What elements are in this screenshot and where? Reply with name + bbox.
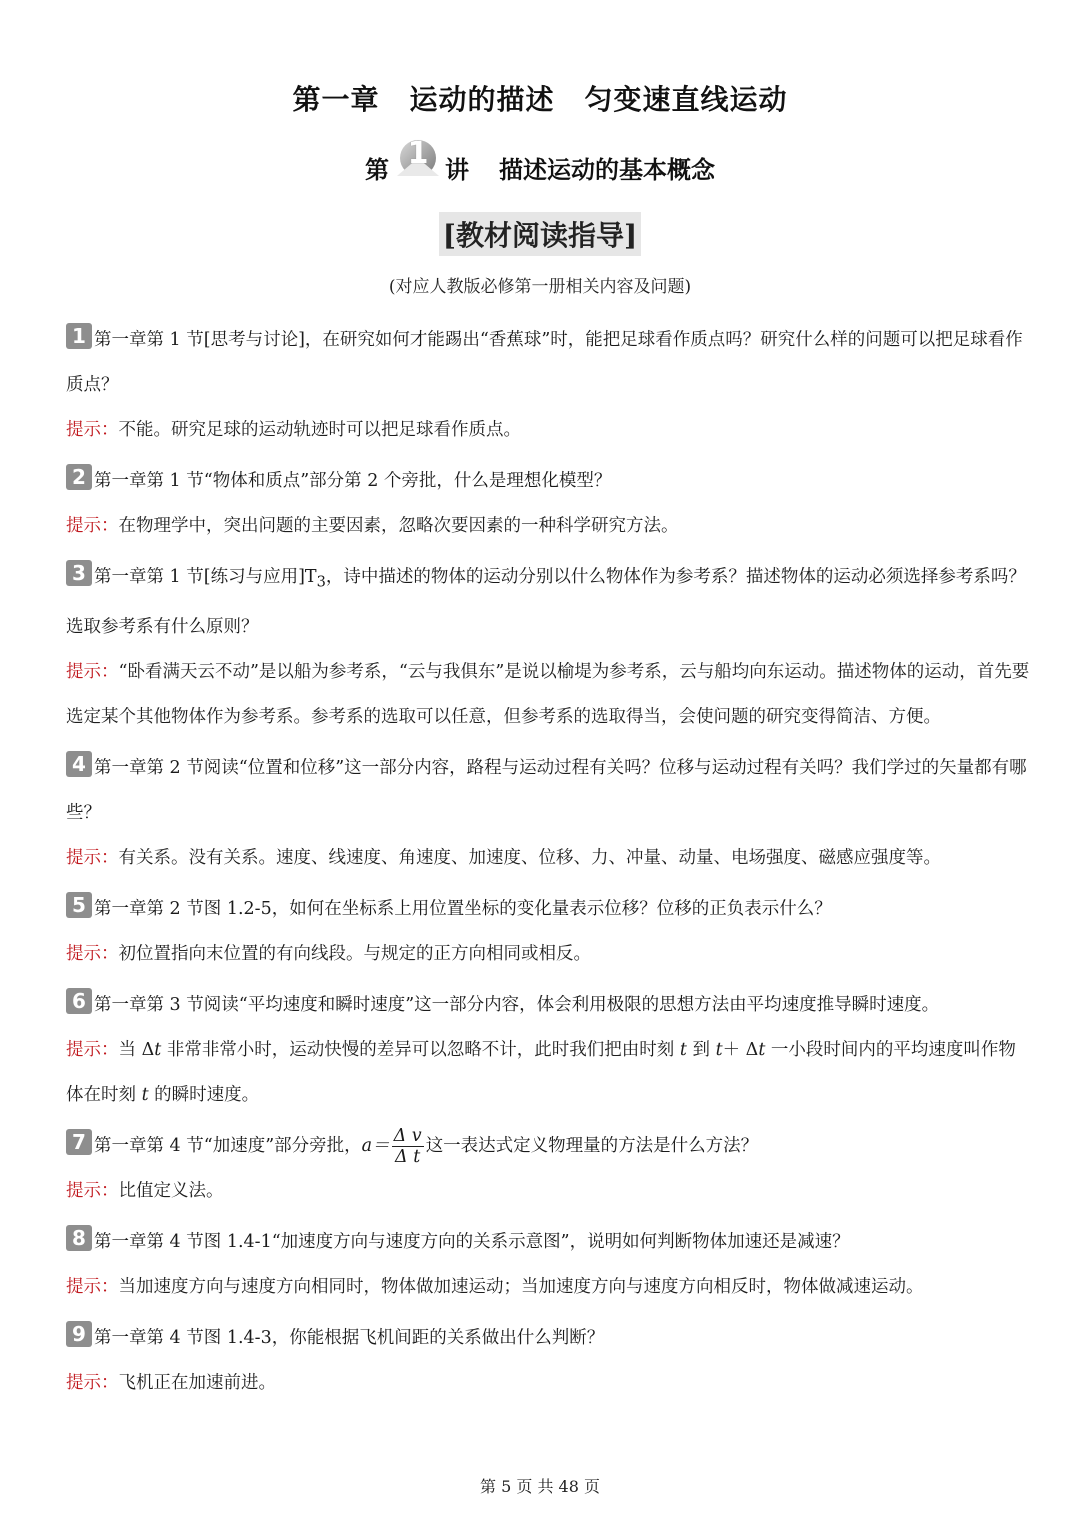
question-text-cont: ，诗中描述的物体的运动分别以什么物体作为参考系？描述物体的运动必须选择参考系吗？选取参考系有什么原则？ [66, 567, 1026, 637]
hint-label: 提示： [66, 943, 119, 964]
hint-text: 飞机正在加速前进。 [118, 1372, 276, 1393]
chapter-number: 第一章 [292, 83, 380, 116]
hint-segment: 非常非常小时，运动快慢的差异可以忽略不计，此时我们把由时刻 [161, 1039, 680, 1060]
hint-segment: ＋ Δ [722, 1039, 759, 1060]
question-item-1 [66, 318, 1030, 453]
hint-text: 不能。研究足球的运动轨迹时可以把足球看作质点。 [118, 420, 521, 440]
hint-label: 提示： [66, 420, 119, 440]
hint-text [66, 1040, 1016, 1105]
formula-numerator: Δ v [393, 1125, 422, 1146]
section-title-text: [教材阅读指导] [439, 212, 642, 256]
question-list [66, 318, 1030, 1412]
chapter-subname: 匀变速直线运动 [584, 83, 788, 116]
chapter-name: 运动的描述 [409, 83, 555, 116]
hint-text: “卧看满天云不动”是以船为参考系，“云与我俱东”是说以榆堤为参考系，云与船均向东运动。描述物体的运动，首先要选定某个其他物体作为参考系。参考系的选取可以任意，但参考系的选取得当，会使问题的研究变得简洁、方便。 [66, 661, 1030, 727]
question-text: 第一章第 4 节图 1.4-3，你能根据飞机间距的关系做出什么判断？ [94, 1327, 605, 1348]
var-t: t [758, 1039, 766, 1060]
question-number: 9 [66, 1321, 92, 1347]
hint-text: 有关系。没有关系。速度、线速度、角速度、加速度、位移、力、冲量、动量、电场强度、磁感应强度等。 [118, 847, 941, 868]
question-number: 5 [66, 892, 92, 918]
question-text: 第一章第 1 节[思考与讨论]，在研究如何才能踢出“香蕉球”时，能把足球看作质点吗？研究什么样的问题可以把足球看作质点？ [66, 330, 1023, 395]
formula-fraction [392, 1126, 424, 1167]
hint-label: 提示： [66, 1039, 119, 1060]
question-number: 2 [66, 464, 92, 490]
question-text: 第一章第 4 节图 1.4-1“加速度方向与速度方向的关系示意图”，说明如何判断物体加速还是减速？ [94, 1231, 850, 1252]
hint-label: 提示： [66, 516, 119, 536]
lecture-name: 描述运动的基本概念 [499, 155, 715, 184]
hint-label: 提示： [66, 661, 119, 682]
question-item-5 [66, 887, 1030, 977]
lecture-number: 1 [407, 136, 429, 171]
lecture-title [0, 136, 1080, 188]
question-text: 第一章第 3 节阅读“平均速度和瞬时速度”这一部分内容，体会利用极限的思想方法由平均速度推导瞬时速度。 [94, 994, 940, 1015]
hint-text: 当加速度方向与速度方向相同时，物体做加速运动；当加速度方向与速度方向相反时，物体做减速运动。 [118, 1276, 924, 1297]
question-item-2 [66, 459, 1030, 549]
question-text: 第一章第 2 节阅读“位置和位移”这一部分内容，路程与运动过程有关吗？位移与运动过程有关吗？我们学过的矢量都有哪些？ [66, 757, 1027, 823]
hint-label: 提示： [66, 1372, 119, 1393]
hint-text: 初位置指向末位置的有向线段。与规定的正方向相同或相反。 [118, 943, 591, 964]
question-item-8 [66, 1220, 1030, 1310]
hint-text: 比值定义法。 [118, 1180, 224, 1201]
question-item-7 [66, 1124, 1030, 1214]
question-text: 第一章第 4 节“加速度”部分旁批， [94, 1135, 362, 1156]
hint-label: 提示： [66, 847, 119, 868]
question-number: 6 [66, 988, 92, 1014]
hint-segment: 当 Δ [118, 1039, 155, 1060]
question-number: 7 [66, 1129, 92, 1155]
section-title [0, 212, 1080, 256]
formula-lhs: a＝ [361, 1135, 390, 1156]
question-number: 3 [66, 560, 92, 586]
var-t: t [715, 1039, 723, 1060]
chapter-title [0, 78, 1080, 118]
question-item-3 [66, 555, 1030, 740]
var-t: t [141, 1084, 149, 1105]
question-number: 8 [66, 1225, 92, 1251]
question-text: 第一章第 2 节图 1.2-5，如何在坐标系上用位置坐标的变化量表示位移？位移的正负表示什么？ [94, 898, 832, 919]
hint-text: 在物理学中，突出问题的主要因素，忽略次要因素的一种科学研究方法。 [118, 516, 679, 536]
hint-segment: 的瞬时速度。 [148, 1084, 260, 1105]
question-item-9 [66, 1316, 1030, 1406]
page-footer: 第 5 页 共 48 页 [480, 1477, 600, 1496]
question-subscript: 3 [316, 573, 326, 591]
question-text: 第一章第 1 节“物体和质点”部分第 2 个旁批，什么是理想化模型？ [94, 471, 612, 491]
hint-label: 提示： [66, 1276, 119, 1297]
question-item-4 [66, 746, 1030, 881]
hint-label: 提示： [66, 1180, 119, 1201]
question-item-6 [66, 983, 1030, 1118]
hint-segment: 到 [686, 1039, 716, 1060]
question-number: 4 [66, 751, 92, 777]
subnote: (对应人教版必修第一册相关内容及问题) [388, 277, 692, 297]
lecture-prefix: 第 [365, 155, 389, 184]
question-text-cont: 这一表达式定义物理量的方法是什么方法？ [425, 1135, 759, 1156]
var-t: t [154, 1039, 162, 1060]
formula-denominator: Δ t [395, 1146, 421, 1167]
lecture-suffix: 讲 [445, 155, 469, 184]
question-text: 第一章第 1 节[练习与应用]T [94, 567, 317, 587]
var-t: t [679, 1039, 687, 1060]
hint-segment: 一小段时间内的平均速度叫作物体在时刻 [66, 1039, 1016, 1105]
question-number: 1 [66, 323, 92, 349]
lecture-number-badge [395, 136, 441, 188]
